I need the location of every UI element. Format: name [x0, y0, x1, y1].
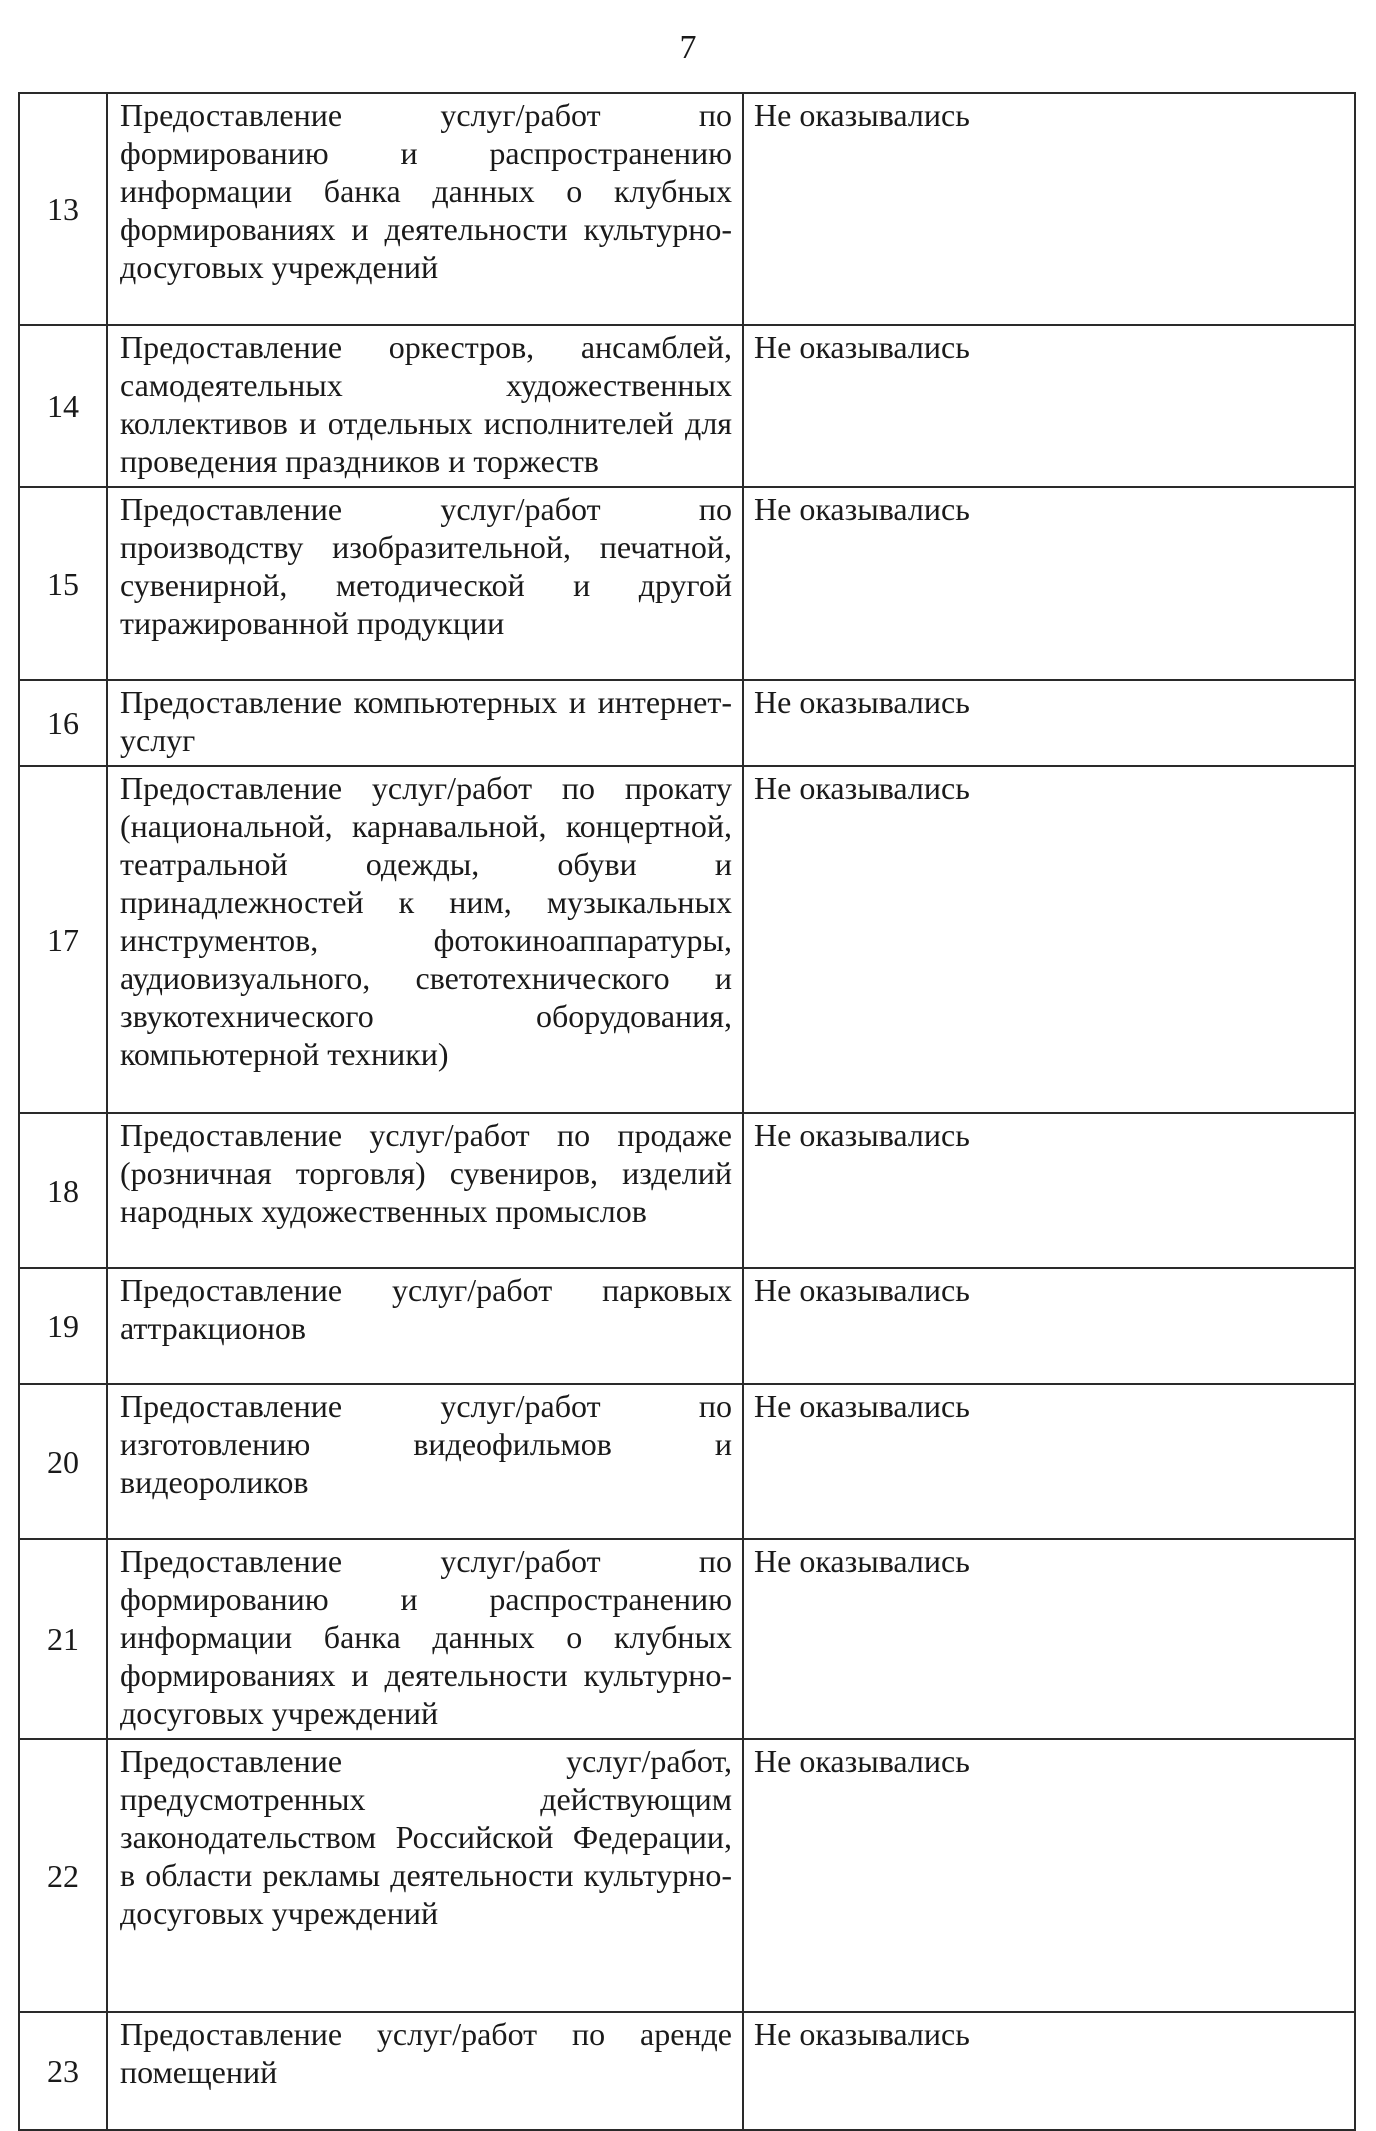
table-row — [19, 1268, 1355, 1384]
service-status-cell — [743, 1539, 1355, 1739]
row-number: 14 — [19, 325, 107, 487]
service-name: Предоставление услуг/работ по аренде помещений — [120, 2016, 732, 2090]
service-status-cell — [743, 2012, 1355, 2130]
service-name-cell — [107, 766, 743, 1113]
service-name-cell — [107, 2012, 743, 2130]
service-name-cell — [107, 325, 743, 487]
service-name-cell — [107, 1539, 743, 1739]
service-status: Не оказывались — [754, 684, 970, 720]
service-status: Не оказывались — [754, 1543, 970, 1579]
service-status: Не оказывались — [754, 1117, 970, 1153]
table-row — [19, 1739, 1355, 2012]
row-number: 20 — [19, 1384, 107, 1539]
service-status: Не оказывались — [754, 2016, 970, 2052]
table-row — [19, 1113, 1355, 1268]
service-name: Предоставление услуг/работ по формированию и распространению информации банка данных о клубных формированиях и деятельности культурно-досуговых учреждений — [120, 97, 732, 285]
table-row — [19, 1539, 1355, 1739]
row-number: 23 — [19, 2012, 107, 2130]
service-name: Предоставление компьютерных и интернет-услуг — [120, 684, 732, 758]
service-status-cell — [743, 680, 1355, 766]
service-name-cell — [107, 1384, 743, 1539]
service-status: Не оказывались — [754, 329, 970, 365]
table-row — [19, 766, 1355, 1113]
service-status-cell — [743, 766, 1355, 1113]
service-status-cell — [743, 487, 1355, 680]
row-number: 17 — [19, 766, 107, 1113]
row-number: 15 — [19, 487, 107, 680]
service-status-cell — [743, 1113, 1355, 1268]
service-status: Не оказывались — [754, 1272, 970, 1308]
service-status-cell — [743, 1384, 1355, 1539]
row-number: 16 — [19, 680, 107, 766]
table-row — [19, 2012, 1355, 2130]
service-status: Не оказывались — [754, 1743, 970, 1779]
service-status: Не оказывались — [754, 97, 970, 133]
row-number: 21 — [19, 1539, 107, 1739]
service-status-cell — [743, 1268, 1355, 1384]
service-name: Предоставление услуг/работ по производству изобразительной, печатной, сувенирной, методической и другой тиражированной продукции — [120, 491, 732, 641]
service-name-cell — [107, 1113, 743, 1268]
service-status-cell — [743, 325, 1355, 487]
service-name: Предоставление услуг/работ по прокату (национальной, карнавальной, концертной, театральной одежды, обуви и принадлежностей к ним, музыкальных инструментов, фотокиноаппаратуры, аудиовизуального, светотехнического и звукотехнического оборудования, компьютерной техники) — [120, 770, 732, 1072]
service-status: Не оказывались — [754, 770, 970, 806]
service-status-cell — [743, 1739, 1355, 2012]
service-name-cell — [107, 487, 743, 680]
table-row — [19, 93, 1355, 325]
service-name: Предоставление оркестров, ансамблей, самодеятельных художественных коллективов и отдельных исполнителей для проведения праздников и торжеств — [120, 329, 732, 479]
table-row — [19, 487, 1355, 680]
page-number: 7 — [679, 29, 697, 66]
service-name: Предоставление услуг/работ по изготовлению видеофильмов и видеороликов — [120, 1388, 732, 1500]
table-row — [19, 325, 1355, 487]
service-name-cell — [107, 1268, 743, 1384]
row-number: 13 — [19, 93, 107, 325]
table-row — [19, 1384, 1355, 1539]
service-name-cell — [107, 680, 743, 766]
row-number: 19 — [19, 1268, 107, 1384]
service-name: Предоставление услуг/работ, предусмотренных действующим законодательством Российской Федерации, в области рекламы деятельности культурно-досуговых учреждений — [120, 1743, 732, 1931]
service-name: Предоставление услуг/работ парковых аттракционов — [120, 1272, 732, 1346]
service-name-cell — [107, 1739, 743, 2012]
service-status: Не оказывались — [754, 1388, 970, 1424]
service-status-cell — [743, 93, 1355, 325]
services-table — [18, 92, 1356, 2131]
service-name: Предоставление услуг/работ по формированию и распространению информации банка данных о клубных формированиях и деятельности культурно-досуговых учреждений — [120, 1543, 732, 1731]
row-number: 22 — [19, 1739, 107, 2012]
service-name: Предоставление услуг/работ по продаже (розничная торговля) сувениров, изделий народных художественных промыслов — [120, 1117, 732, 1229]
service-name-cell — [107, 93, 743, 325]
service-status: Не оказывались — [754, 491, 970, 527]
table-row — [19, 680, 1355, 766]
row-number: 18 — [19, 1113, 107, 1268]
